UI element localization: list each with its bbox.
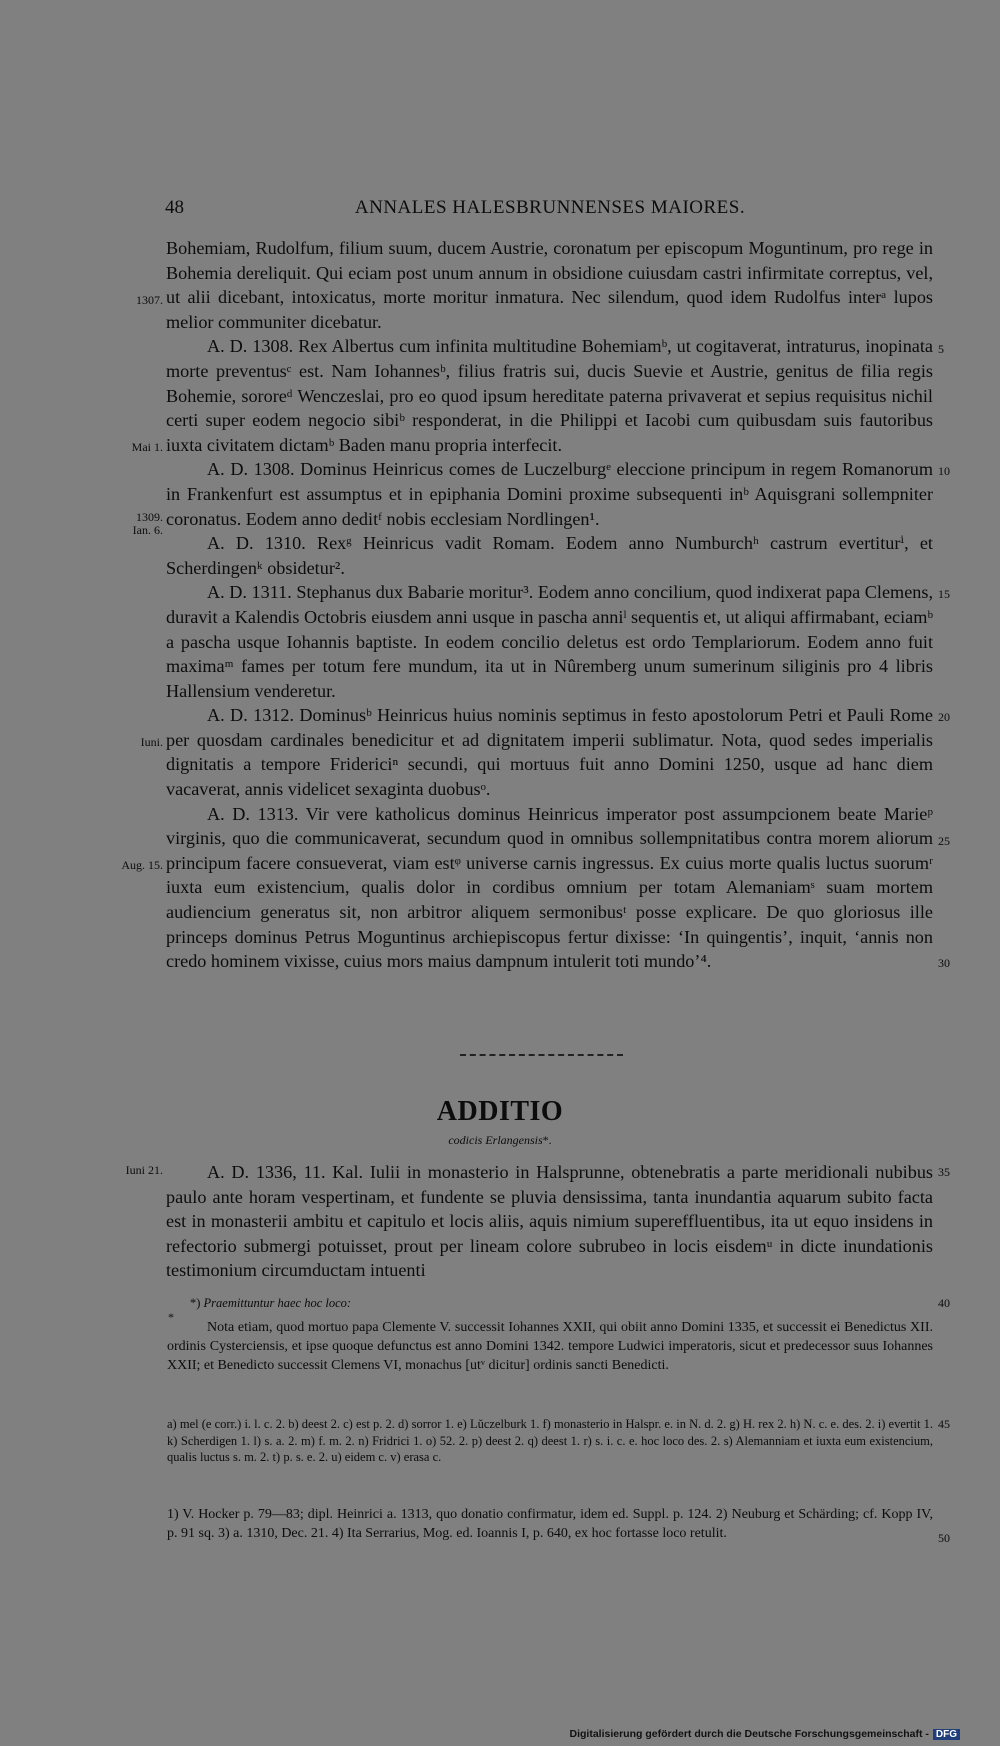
variant-readings: a) mel (e corr.) i. l. c. 2. b) deest 2. c) est p. 2. d) sorror 1. e) Lŭczelburk 1. f) monasterio in Halspr. e. in N. d. 2. g) H. rex 2. h) N. c. e. des. 2. i) evertit 1. k) Scherdigen 1. l) s. a. 2. m) f. m. 2. n) Fridrici 1. o) 52. 2. p) deest 2. q) deest 1. r) s. i. c. e. hoc loco des. 2. s) Alemanniam et iuxta eum existencium, qualis luctus s. m. 2. t) p. s. e. 2. u) eidem c. v) erasa c.	[167, 1417, 933, 1464]
margin-date: 1307.	[136, 293, 163, 307]
paragraph: A. D. 1308. Dominus Heinricus comes de Luczelburgᵉ eleccione principum in regem Romanorum in Frankenfurt est assumptus et in epiphania Domini proxime subsequenti inᵇ Aquisgrani sollempniter coronatus. Eodem anno deditᶠ nobis ecclesiam Nordlingen¹.	[166, 459, 933, 529]
additio-subtitle-mark: *.	[542, 1133, 552, 1147]
line-number: 5	[938, 342, 944, 356]
page-number: 48	[165, 197, 184, 218]
line-number: 30	[938, 956, 950, 970]
paragraph: A. D. 1308. Rex Albertus cum infinita multitudine Bohemiamᵇ, ut cogitaverat, intraturus, inopinata morte preventusᶜ est. Nam Iohannesᵇ, filius fratris sui, ducis Suevie et Austrie, genitus de filia regis Bohemie, sororeᵈ Wenczeslai, pro eo quod ipsum hereditate paterna privaverat et sepius requisitus nichil certi super eodem negocio sibiᵇ responderat, in die Philippi et Iacobi cum quibusdam suis fautoribus iuxta civitatem dictamᵇ Baden manu propria interfecit.	[166, 336, 933, 455]
footnotes: 1) V. Hocker p. 79—83; dipl. Heinrici a. 1313, quo donatio confirmatur, idem ed. Suppl. p. 124. 2) Neuburg et Schärding; cf. Kopp IV, p. 91 sq. 3) a. 1310, Dec. 21. 4) Ita Serrarius, Mog. ed. Ioannis I, p. 640, ex hoc fortasse loco retulit.	[167, 1507, 933, 1541]
margin-date: Mai 1.	[131, 440, 163, 454]
annals-text	[166, 236, 933, 974]
line-number: 45	[938, 1417, 950, 1431]
note-star-heading	[190, 1296, 351, 1311]
margin-date: Aug. 15.	[121, 858, 163, 872]
dfg-footer	[570, 1728, 961, 1740]
dfg-logo: DFG	[933, 1729, 960, 1740]
running-header	[165, 197, 935, 221]
footer-text: Digitalisierung gefördert durch die Deutsche Forschungsgemeinschaft -	[569, 1728, 929, 1740]
margin-date: Ian. 6.	[132, 523, 163, 537]
running-title: ANNALES HALESBRUNNENSES MAIORES.	[354, 197, 746, 218]
line-number: 10	[938, 464, 950, 478]
paragraph: Bohemiam, Rudolfum, filium suum, ducem Austrie, coronatum per episcopum Moguntinum, pro rege in Bohemia dereliquit. Qui eciam post unum annum in obsidione cuiusdam castri infirmitate correptus, vel, ut alii dicebant, intoxicatus, morte moritur inmatura. Nec silendum, quod idem Rudolfus interᵃ lupos melior communiter dicebatur.	[166, 238, 933, 332]
line-number: 50	[938, 1531, 950, 1545]
line-number: 20	[938, 710, 950, 724]
line-number: 15	[938, 587, 950, 601]
additio-subtitle	[0, 1133, 1000, 1148]
margin-date: Iuni 21.	[125, 1163, 163, 1177]
note-star-marker: *)	[190, 1296, 201, 1310]
note-star-text: Nota etiam, quod mortuo papa Clemente V. successit Iohannes XXII, qui obiit anno Domini 1335, et successit ei Benedictus XII. ordinis Cysterciensis, et ipse quoque defunctus est anno Domini 1342. tempore Ludwici imperatoris, sicut et predecessor suus Iohannes XXII; et Benedicto successit Clemens VI, monachus [utᵛ dicitur] ordinis sancti Benedicti.	[167, 1320, 933, 1373]
line-number: 40	[938, 1296, 950, 1310]
paragraph: A. D. 1313. Vir vere katholicus dominus Heinricus imperator post assumpcionem beate Marieᵖ virginis, quo die communicaverat, secundum quod in omnibus sollempnitatibus contra morem aliorum principum facere consueverat, viam estᵠ universe carnis ingressus. Ex cuius morte qualis luctus suorumʳ iuxta eum existencium, qualis dolor in cordibus omnium per totam Alemaniamˢ suam mortem audiencium generatus sit, non arbitror aliquem sermonibusᵗ posse explicare. De quo gloriosus ille princeps dominus Petrus Moguntinus archiepiscopus fertur dixisse: ‘In quingentis’, inquit, ‘annis non credo hominem vixisse, cuius mors maius dampnum intulerit toti mundo’⁴.	[166, 803, 933, 972]
section-divider	[460, 1054, 623, 1056]
line-number: 35	[938, 1165, 950, 1179]
paragraph: A. D. 1310. Rexᵍ Heinricus vadit Romam. Eodem anno Numburchʰ castrum evertiturⁱ, et Scherdingenᵏ obsidetur².	[166, 533, 933, 578]
additio-subtitle-text: codicis Erlangensis	[448, 1133, 543, 1147]
paragraph: A. D. 1311. Stephanus dux Babarie moritur³. Eodem anno concilium, quod indixerat papa Clemens, duravit a Kalendis Octobris eiusdem anni usque in pascha anniˡ sequentis et, ut aliqui affirmabant, eciamᵇ a pascha usque Iohannis baptiste. In eodem concilio deletus est ordo Templariorum. Eodem anno fuit maximaᵐ fames per totum fere mundum, ita ut in Nûremberg unum sumerinum siliginis pro 4 libris Hallensium venderetur.	[166, 582, 933, 701]
line-number: 25	[938, 834, 950, 848]
paragraph: A. D. 1312. Dominusᵇ Heinricus huius nominis septimus in festo apostolorum Petri et Pauli Rome per quosdam cardinales benedicitur et ad dignitatem imperii sublimatur. Nota, quod sedes imperialis dignitatis a tempore Fridericiⁿ secundi, qui mortuus fuit anno Domini 1250, usque ad hanc diem vacaverat, annis videlicet sexaginta duobusᵒ.	[166, 705, 933, 800]
asterisk-mark: *	[168, 1310, 174, 1324]
margin-date: 1309.	[136, 510, 163, 524]
additio-heading: ADDITIO	[436, 1096, 564, 1127]
note-star-heading-text: Praemittuntur haec hoc loco:	[203, 1296, 352, 1310]
additio-text: A. D. 1336, 11. Kal. Iulii in monasterio in Halsprunne, obtenebratis a parte meridionali nubibus paulo ante horam vespertinam, et fundente se pluvia densissima, tanta inundantia aquarum subito facta est in monasterii ambitu et capitulo et locis aliis, aquis nimium supereffluentibus, ita ut equo insidens in refectorio submergi potuisset, prout per lineam colore subrubeo in locis eisdemᵘ in dicte inundationis testimonium circumductam intuenti	[166, 1162, 933, 1281]
margin-date: Iuni.	[140, 735, 163, 749]
